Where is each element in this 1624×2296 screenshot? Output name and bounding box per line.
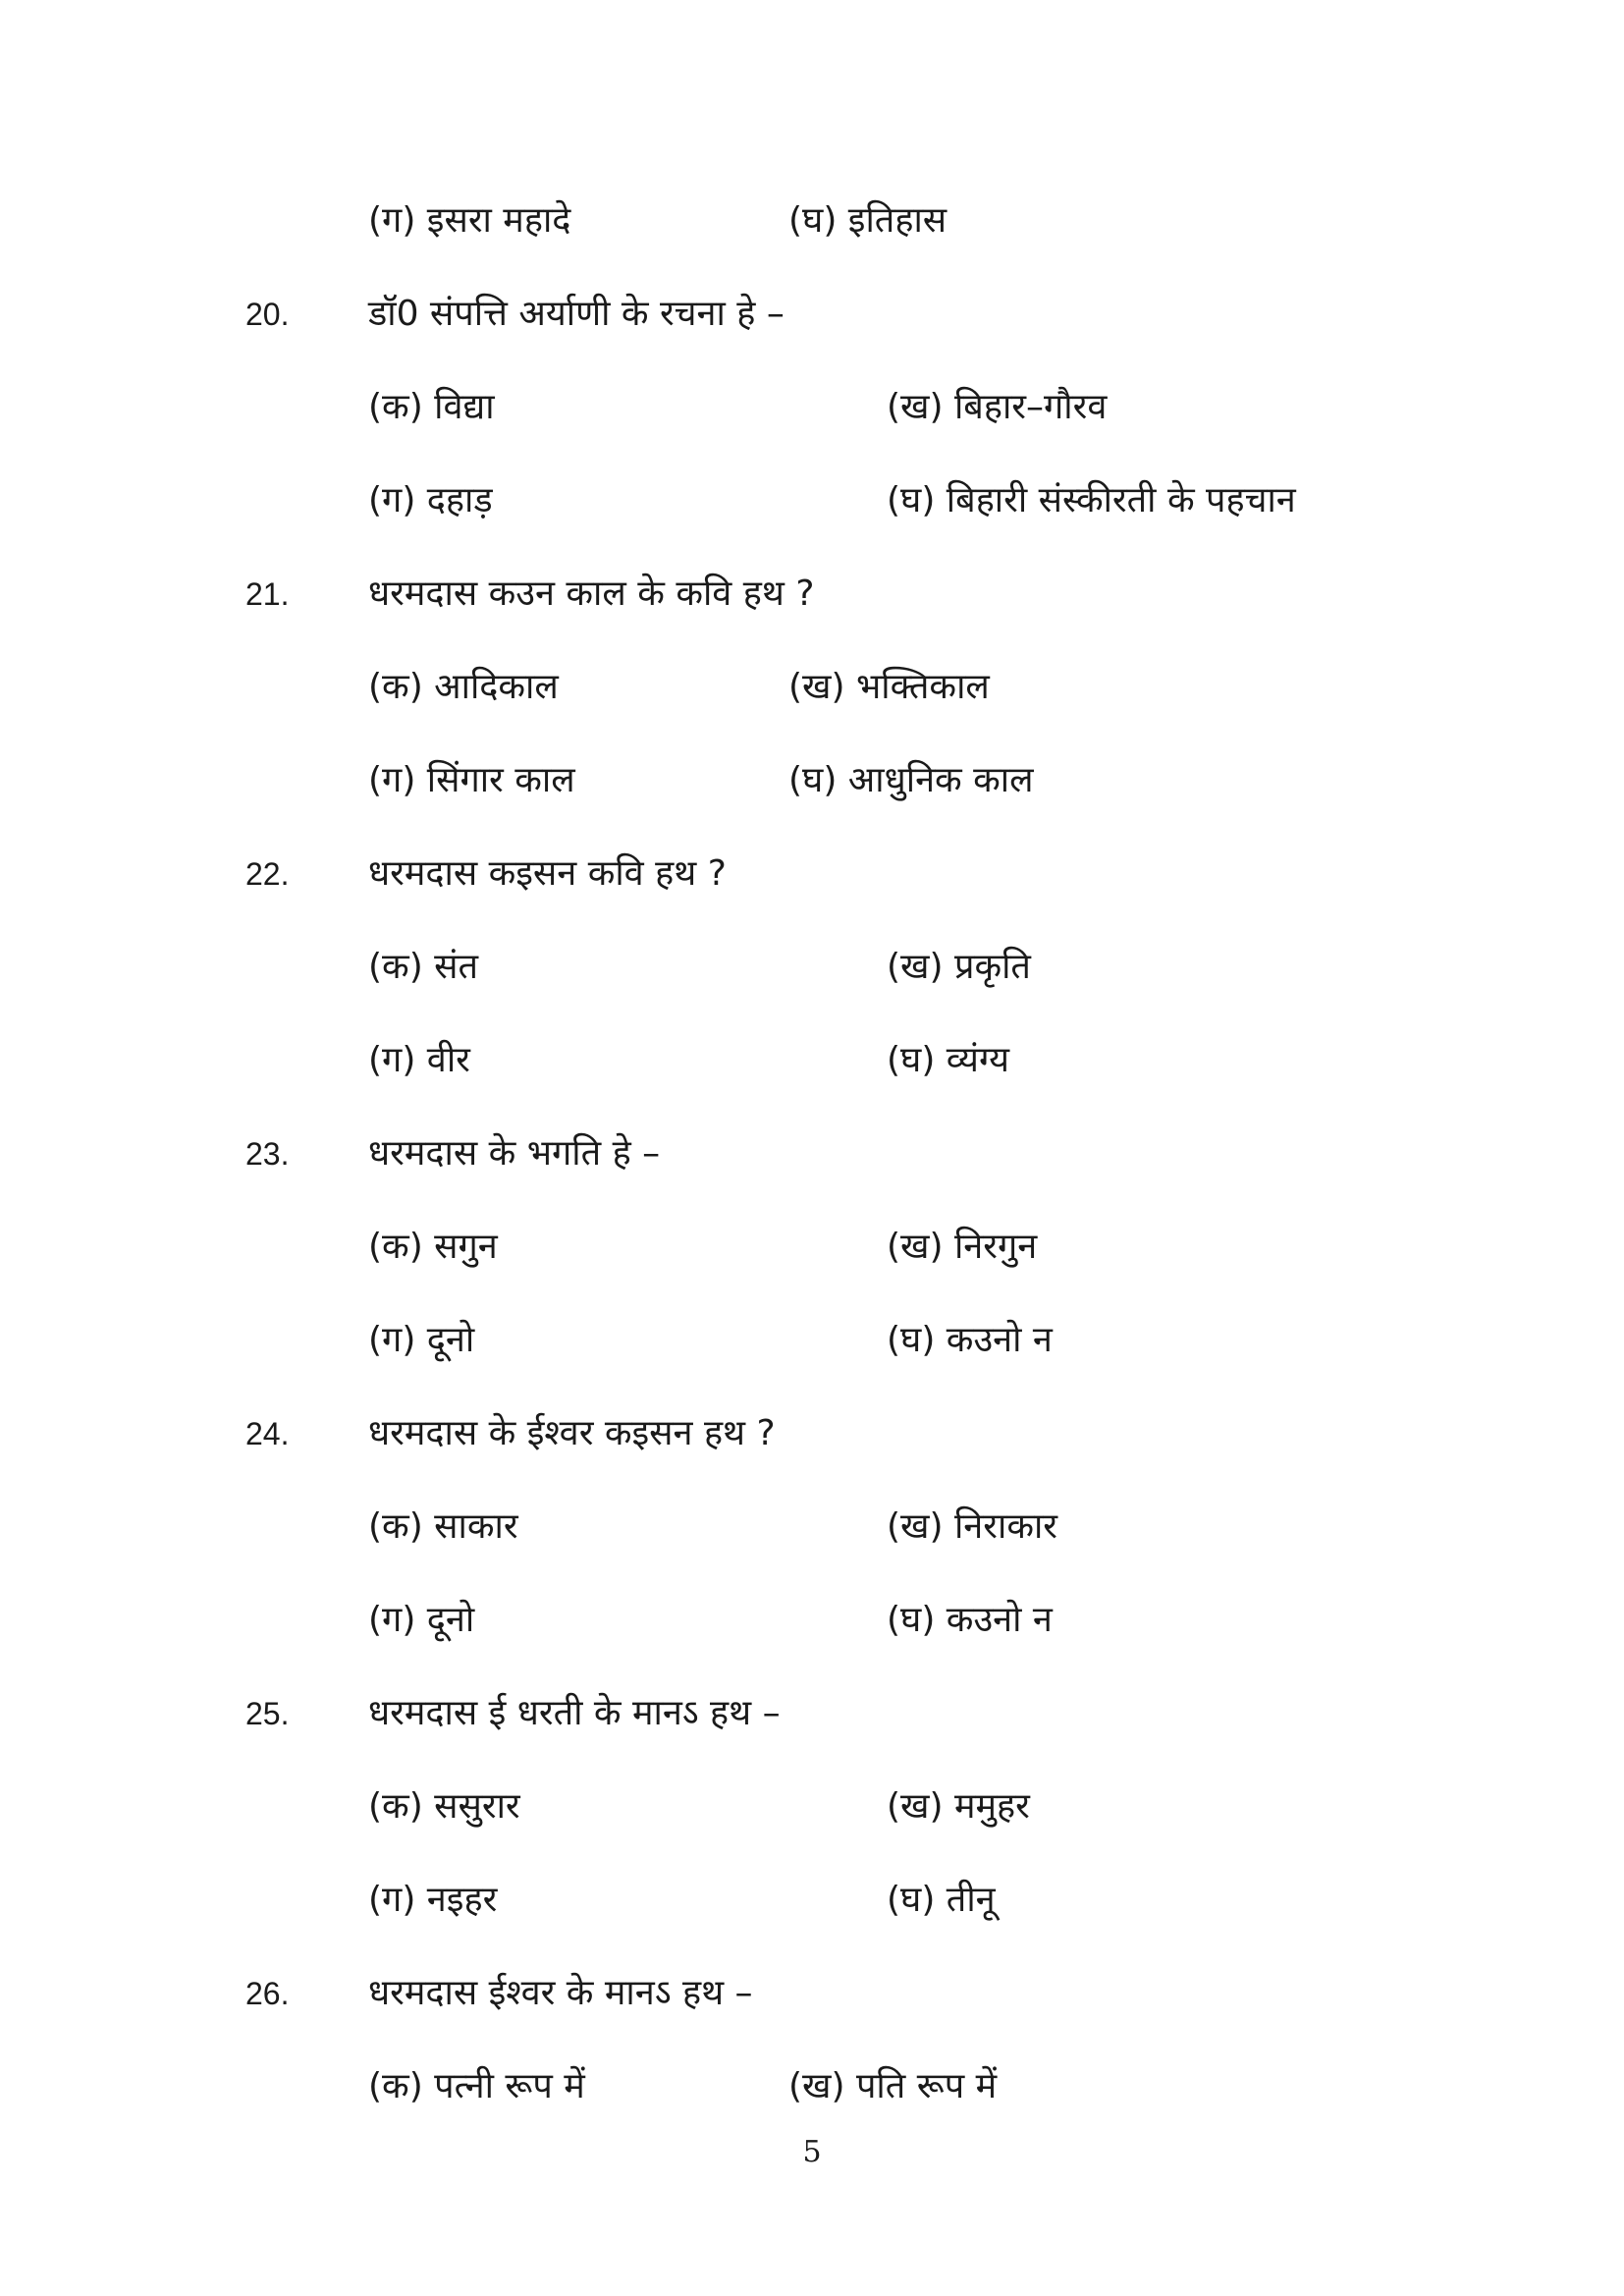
option-ka: (क) पत्नी रूप में [368,2066,585,2106]
option-ka: (क) साकार [368,1506,518,1547]
options-row [0,378,1624,437]
options-row [0,1218,1624,1277]
question-text: धरमदास के ईश्वर कइसन हथ ? [368,1413,776,1453]
question-text: डॉ0 संपत्ति अर्याणी के रचना हे – [368,294,785,334]
question-number: 22. [245,856,290,892]
option-ga: (ग) वीर [368,1040,470,1080]
option-kha: (ख) निरगुन [887,1227,1038,1267]
question-number: 24. [245,1416,290,1451]
question-row [0,1124,1624,1183]
option-kha: (ख) भक्तिकाल [788,667,990,707]
option-gha: (घ) तीनू [887,1880,996,1920]
option-kha: (ख) प्रकृति [887,947,1031,987]
option-ga: (ग) नइहर [368,1880,498,1920]
question-row [0,1404,1624,1463]
options-row [0,751,1624,810]
options-row [0,191,1624,250]
option-ka: (क) ससुरार [368,1786,520,1827]
options-row [0,1031,1624,1090]
page-number: 5 [802,2135,822,2169]
options-row [0,938,1624,997]
option-ka: (क) संत [368,947,479,987]
options-row [0,658,1624,717]
question-text: धरमदास कउन काल के कवि हथ ? [368,574,815,614]
question-number: 26. [245,1976,290,2011]
option-ga: (ग) दहाड़ [368,480,493,520]
option-gha: (घ) कउनो न [887,1320,1053,1360]
question-row [0,1964,1624,2023]
option-ka: (क) सगुन [368,1227,498,1267]
option-gha: (घ) व्यंग्य [887,1040,1009,1080]
question-number: 25. [245,1696,290,1731]
option-kha: (ख) ममुहर [887,1786,1030,1827]
options-row [0,1591,1624,1650]
question-number: 21. [245,576,290,612]
question-text: धरमदास के भगति हे – [368,1133,661,1174]
option-kha: (ख) निराकार [887,1506,1058,1547]
option-ga: (ग) इसरा महादे [368,200,571,241]
option-ga: (ग) दूनो [368,1320,475,1360]
options-row [0,1871,1624,1930]
question-number: 20. [245,297,290,332]
option-gha: (घ) आधुनिक काल [788,760,1034,800]
options-row [0,1498,1624,1557]
option-kha: (ख) बिहार–गौरव [887,387,1108,427]
options-row [0,471,1624,530]
option-ka: (क) आदिकाल [368,667,559,707]
options-row [0,2057,1624,2116]
option-gha: (घ) बिहारी संस्कीरती के पहचान [887,480,1296,520]
question-row [0,1684,1624,1743]
option-ga: (ग) दूनो [368,1600,475,1640]
options-row [0,1311,1624,1370]
question-text: धरमदास ईश्वर के मानऽ हथ – [368,1973,753,2013]
question-text: धरमदास कइसन कवि हथ ? [368,853,727,894]
question-row [0,845,1624,903]
options-row [0,1777,1624,1836]
option-ka: (क) विद्या [368,387,495,427]
option-gha: (घ) इतिहास [788,200,947,241]
question-text: धरमदास ई धरती के मानऽ हथ – [368,1693,781,1733]
option-kha: (ख) पति रूप में [788,2066,998,2106]
question-number: 23. [245,1136,290,1172]
question-row [0,285,1624,344]
option-ga: (ग) सिंगार काल [368,760,575,800]
question-row [0,565,1624,624]
option-gha: (घ) कउनो न [887,1600,1053,1640]
